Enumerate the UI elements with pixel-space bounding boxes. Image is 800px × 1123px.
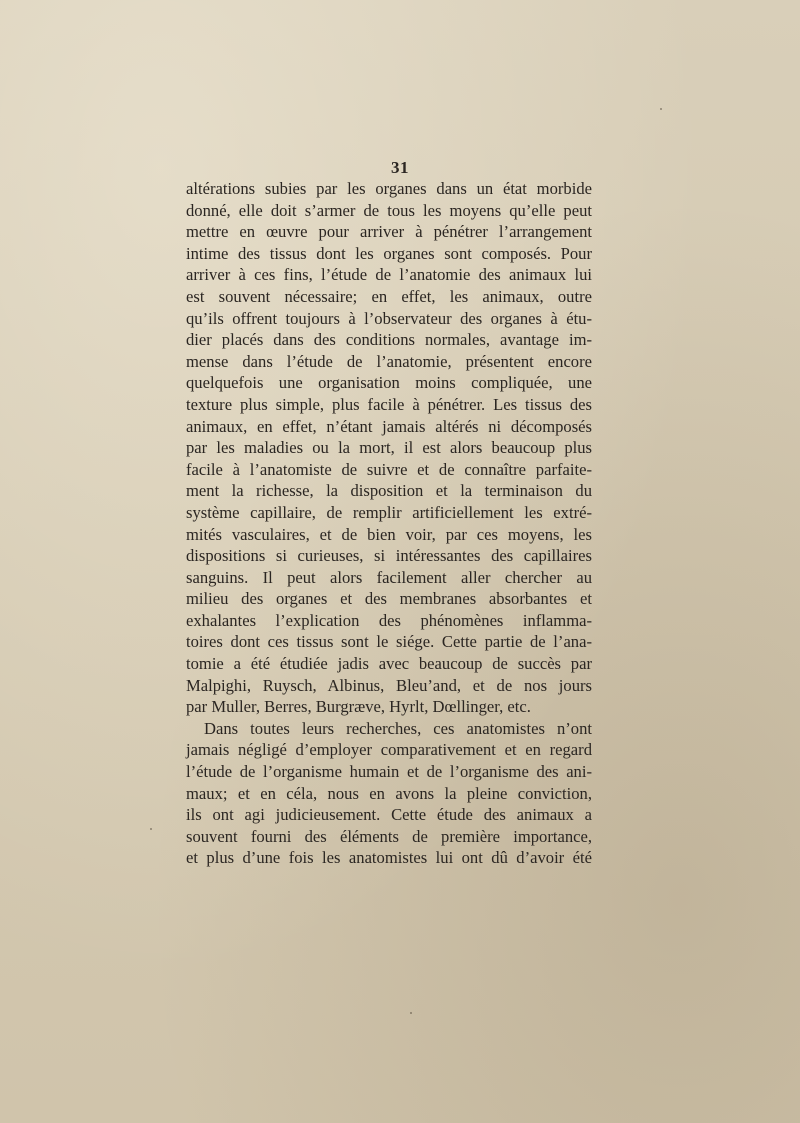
text-line: facile à l’anatomiste de suivre et de connaître parfaite- [186, 459, 592, 479]
text-line: mités vasculaires, et de bien voir, par ces moyens, les [186, 524, 592, 544]
paper-speck [150, 828, 152, 830]
text-line: tomie a été étudiée jadis avec beaucoup de succès par [186, 654, 592, 674]
text-line: altérations subies par les organes dans un état morbide [186, 179, 592, 198]
text-line: est souvent nécessaire; en effet, les animaux, outre [186, 286, 592, 306]
text-line: dier placés dans des conditions normales, avantage im- [186, 330, 592, 350]
text-line: sanguins. Il peut alors facilement aller chercher au [186, 567, 592, 587]
text-line: texture plus simple, plus facile à pénétrer. Les tissus des [186, 394, 592, 414]
text-line: quelquefois une organisation moins compliquée, une [186, 373, 592, 393]
text-line: et plus d’une fois les anatomistes lui ont dû d’avoir été [186, 848, 592, 868]
text-line: donné, elle doit s’armer de tous les moyens qu’elle peut [186, 200, 592, 220]
text-line: Malpighi, Ruysch, Albinus, Bleu’and, et de nos jours [186, 675, 592, 695]
page-number: 31 [391, 158, 409, 177]
text-line: animaux, en effet, n’étant jamais altérés ni décomposés [186, 416, 592, 436]
text-line: qu’ils offrent toujours à l’observateur des organes à étu- [186, 308, 592, 328]
text-line: souvent fourni des éléments de première importance, [186, 826, 592, 846]
text-line: ils ont agi judicieusement. Cette étude des animaux a [186, 805, 592, 825]
body-text [186, 178, 592, 869]
text-line: mense dans l’étude de l’anatomie, présentent encore [186, 351, 592, 371]
text-line: intime des tissus dont les organes sont composés. Pour [186, 243, 592, 263]
text-line: l’étude de l’organisme humain et de l’organisme des ani- [186, 762, 592, 782]
paper-speck [660, 108, 662, 110]
text-line: maux; et en céla, nous en avons la pleine conviction, [186, 783, 592, 803]
text-line: exhalantes l’explication des phénomènes inflamma- [186, 610, 592, 630]
text-line: par les maladies ou la mort, il est alors beaucoup plus [186, 438, 592, 458]
text-line: jamais négligé d’employer comparativement et en regard [186, 740, 592, 760]
text-line: arriver à ces fins, l’étude de l’anatomie des animaux lui [186, 265, 592, 285]
text-line: par Muller, Berres, Burgræve, Hyrlt, Dœllinger, etc. [186, 697, 531, 717]
text-line: mettre en œuvre pour arriver à pénétrer l’arrangement [186, 222, 592, 242]
text-line: système capillaire, de remplir artificiellement les extré- [186, 502, 592, 522]
text-line: dispositions si curieuses, si intéressantes des capillaires [186, 546, 592, 566]
text-line: toires dont ces tissus sont le siége. Cette partie de l’ana- [186, 632, 592, 652]
text-line: Dans toutes leurs recherches, ces anatomistes n’ont [204, 718, 592, 738]
paper-speck [410, 1012, 412, 1014]
text-line: milieu des organes et des membranes absorbantes et [186, 589, 592, 609]
text-line: ment la richesse, la disposition et la terminaison du [186, 481, 592, 501]
